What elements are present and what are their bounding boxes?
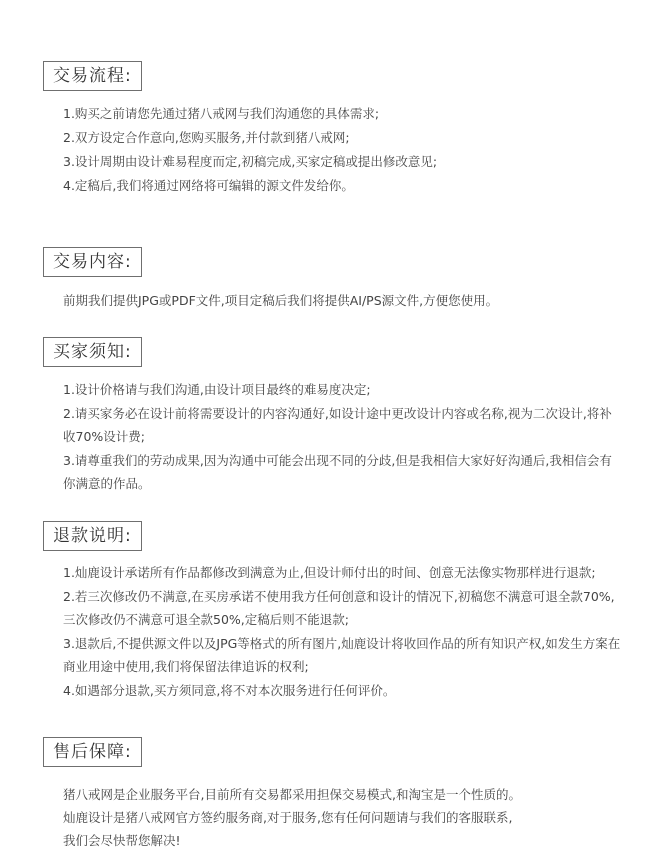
section-heading-aftersale: 售后保障: xyxy=(43,737,142,767)
process-list xyxy=(63,102,623,197)
list-item: 4.如遇部分退款,买方须同意,将不对本次服务进行任何评价。 xyxy=(63,683,396,698)
paragraph-line: 我们会尽快帮您解决! xyxy=(63,833,181,848)
list-item: 1.设计价格请与我们沟通,由设计项目最终的难易度决定; xyxy=(63,382,371,397)
paragraph-line: 猪八戒网是企业服务平台,目前所有交易都采用担保交易模式,和淘宝是一个性质的。 xyxy=(63,787,521,802)
list-item: 3.退款后,不提供源文件以及JPG等格式的所有图片,灿鹿设计将收回作品的所有知识产权,如发生方案在商业用途中使用,我们将保留法律追诉的权利; xyxy=(63,636,621,674)
list-item: 2.若三次修改仍不满意,在买房承诺不使用我方任何创意和设计的情况下,初稿您不满意可退全款70%,三次修改仍不满意可退全款50%,定稿后则不能退款; xyxy=(63,589,615,627)
list-item: 1.购买之前请您先通过猪八戒网与我们沟通您的具体需求; xyxy=(63,106,380,121)
buyer-list xyxy=(63,378,623,495)
paragraph-line: 灿鹿设计是猪八戒网官方签约服务商,对于服务,您有任何问题请与我们的客服联系, xyxy=(63,810,513,825)
list-item: 1.灿鹿设计承诺所有作品都修改到满意为止,但设计师付出的时间、创意无法像实物那样进行退款; xyxy=(63,565,596,580)
refund-list xyxy=(63,561,623,702)
list-item: 2.请买家务必在设计前将需要设计的内容沟通好,如设计途中更改设计内容或名称,视为二次设计,将补收70%设计费; xyxy=(63,406,612,444)
list-item: 3.设计周期由设计难易程度而定,初稿完成,买家定稿或提出修改意见; xyxy=(63,154,438,169)
section-heading-process: 交易流程: xyxy=(43,61,142,91)
section-heading-refund: 退款说明: xyxy=(43,521,142,551)
aftersale-text xyxy=(63,783,623,852)
list-item: 2.双方设定合作意向,您购买服务,并付款到猪八戒网; xyxy=(63,130,350,145)
section-heading-content: 交易内容: xyxy=(43,247,142,277)
paragraph: 前期我们提供JPG或PDF文件,项目定稿后我们将提供AI/PS源文件,方便您使用。 xyxy=(63,293,499,308)
section-heading-buyer: 买家须知: xyxy=(43,337,142,367)
list-item: 3.请尊重我们的劳动成果,因为沟通中可能会出现不同的分歧,但是我相信大家好好沟通后,我相信会有你满意的作品。 xyxy=(63,453,612,491)
content-text xyxy=(63,289,623,312)
list-item: 4.定稿后,我们将通过网络将可编辑的源文件发给你。 xyxy=(63,178,354,193)
